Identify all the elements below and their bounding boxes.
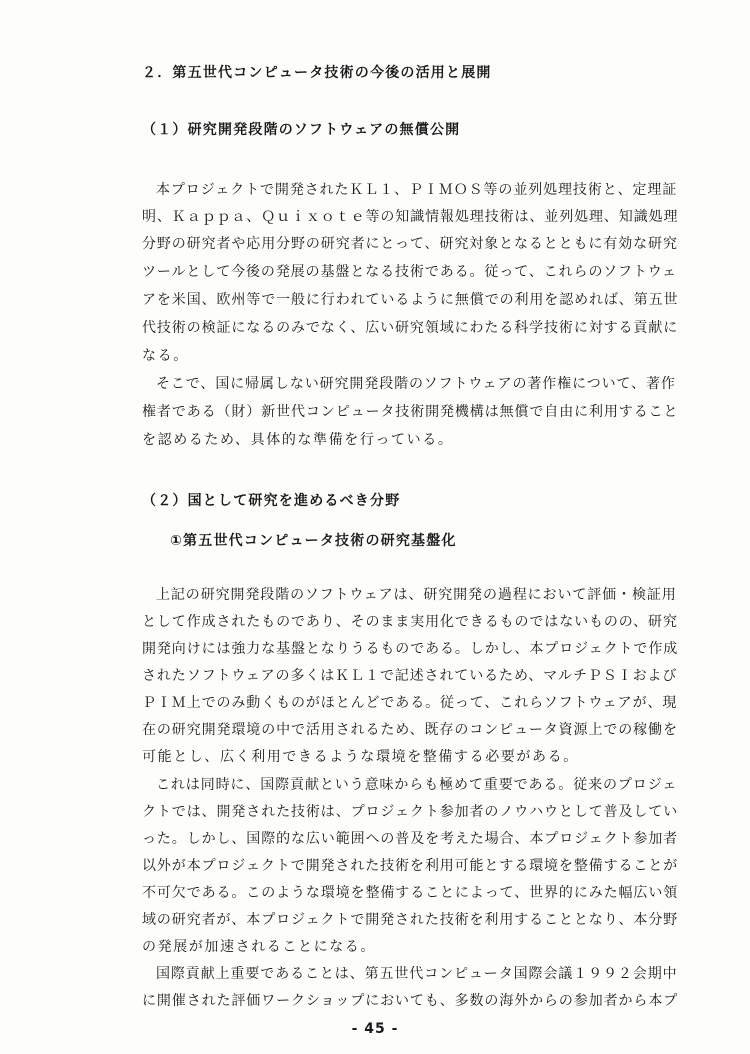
page-number: - 45 - — [351, 1021, 399, 1037]
paragraph-line: 不可欠である。このような環境を整備することによって、世界的にみた幅広い領 — [142, 885, 679, 901]
paragraph-line: った。しかし、国際的な広い範囲への普及を考えた場合、本プロジェクト参加者 — [142, 831, 679, 847]
paragraph-line: の発展が加速されることになる。 — [142, 939, 376, 955]
paragraph-line: されたソフトウェアの多くはＫＬ１で記述されているため、マルチＰＳＩおよび — [142, 668, 678, 684]
paragraph-line: 権者である（財）新世代コンピュータ技術開発機構は無償で自由に利用すること — [142, 404, 679, 420]
item-1-heading: ①第五世代コンピュータ技術の研究基盤化 — [170, 533, 457, 549]
paragraph-line: 在の研究開発環境の中で活用されるため、既存のコンピュータ資源上での稼働を — [142, 722, 678, 738]
paragraph-line: 域の研究者が、本プロジェクトで開発された技術を利用することとなり、本分野 — [142, 912, 679, 928]
paragraph-line: として作成されたものであり、そのまま実用化できるものではないものの、研究 — [142, 614, 678, 630]
paragraph-line: なる。 — [142, 348, 189, 364]
paragraph-line: 以外が本プロジェクトで開発された技術を利用可能とする環境を整備することが — [142, 858, 679, 874]
paragraph-line: 国際貢献上重要であることは、第五世代コンピュータ国際会議１９９２会期中 — [156, 966, 678, 982]
paragraph-line: 本プロジェクトで開発されたＫＬ１、ＰＩＭＯＳ等の並列処理技術と、定理証 — [156, 182, 678, 198]
paragraph-line: アを米国、欧州等で一般に行われているように無償での利用を認めれば、第五世 — [142, 292, 679, 308]
paragraph-line: 上記の研究開発段階のソフトウェアは、研究開発の過程において評価・検証用 — [156, 587, 677, 603]
paragraph-line: 代技術の検証になるのみでなく、広い研究領域にわたる科学技術に対する貢献に — [142, 320, 679, 336]
paragraph-line: ＰＩＭ上でのみ動くものがほとんどである。従って、これらソフトウェアが、現 — [142, 695, 678, 711]
paragraph-line: ツールとして今後の発展の基盤となる技術である。従って、これらのソフトウェ — [142, 264, 677, 280]
paragraph-line: クトでは、開発された技術は、プロジェクト参加者のノウハウとして普及してい — [142, 804, 679, 820]
subsection-2-heading: （２）国として研究を進めるべき分野 — [142, 493, 401, 509]
paragraph-line: 分野の研究者や応用分野の研究者にとって、研究対象となるとともに有効な研究 — [142, 236, 678, 252]
paragraph-line: そこで、国に帰属しない研究開発段階のソフトウェアの著作権について、著作 — [156, 376, 676, 392]
paragraph-line: これは同時に、国際貢献という意味からも極めて重要である。従来のプロジェ — [156, 777, 678, 793]
paragraph-line: 可能とし、広く利用できるような環境を整備する必要がある。 — [142, 749, 579, 765]
paragraph-line: に開催された評価ワークショップにおいても、多数の海外からの参加者から本プ — [142, 993, 679, 1009]
section-title: ２．第五世代コンピュータ技術の今後の活用と展開 — [142, 65, 492, 81]
paragraph-line: 開発向けには強力な基盤となりうるものである。しかし、本プロジェクトで作成 — [142, 641, 679, 657]
subsection-1-heading: （１）研究開発段階のソフトウェアの無償公開 — [142, 122, 461, 138]
paragraph-line: 明、Ｋａｐｐａ、Ｑｕｉｘｏｔｅ等の知識情報処理技術は、並列処理、知識処理 — [142, 209, 679, 225]
paragraph-line: を認めるため、具体的な準備を行っている。 — [142, 432, 454, 448]
